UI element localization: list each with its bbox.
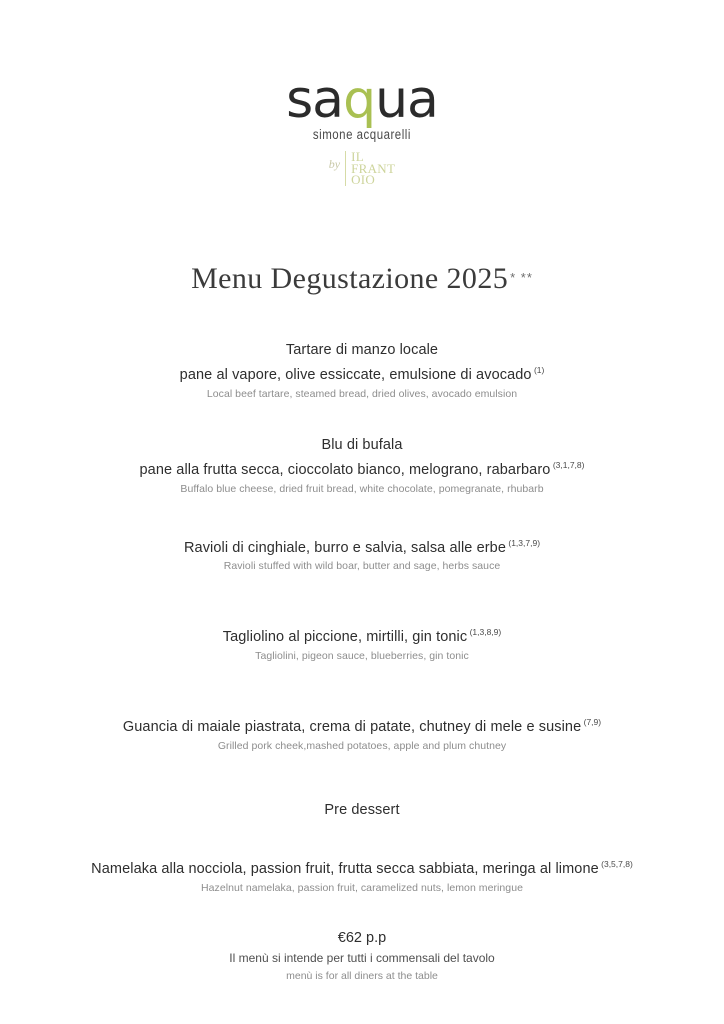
course-item (0, 712, 724, 754)
logo-wordmark (286, 70, 438, 142)
logo-subtitle: simone acquarelli (313, 127, 411, 142)
course-item (0, 435, 724, 497)
course-english-description: Hazelnut namelaka, passion fruit, caramelized nuts, lemon meringue (201, 881, 523, 894)
course-english-description: Ravioli stuffed with wild boar, butter and sage, herbs sauce (223, 560, 501, 573)
course-subtitle-text: Tagliolino al piccione, mirtilli, gin tonic (222, 629, 468, 646)
allergen-codes: (3,1,7,8) (550, 459, 585, 470)
course-subtitle-text: Namelaka alla nocciola, passion fruit, frutta secca sabbiata, meringa al limone (91, 860, 599, 877)
frantoio-line-2: FRANT (351, 160, 396, 176)
course-subtitle (0, 622, 724, 647)
frantoio-line-3: OIO (351, 172, 376, 187)
price-note-italian: Il menù si intende per tutti i commensali del tavolo (229, 951, 495, 965)
menu-title-stars: * ** (510, 269, 533, 285)
course-title: Tartare di manzo locale (285, 342, 439, 358)
course-english-description: Local beef tartare, steamed bread, dried olives, avocado emulsion (206, 387, 518, 400)
restaurant-logo (0, 70, 724, 187)
menu-footer (0, 928, 724, 985)
allergen-codes: (3,5,7,8) (598, 859, 633, 870)
logo-wordmark-post: ua (375, 70, 438, 130)
allergen-codes: (7,9) (581, 717, 602, 728)
course-item (0, 340, 724, 402)
course-item (0, 533, 724, 575)
frantoio-mark (345, 151, 395, 186)
course-subtitle (0, 800, 724, 820)
course-english-description: Grilled pork cheek,mashed potatoes, apple and plum chutney (217, 740, 507, 753)
course-item (0, 854, 724, 896)
course-subtitle (0, 854, 724, 879)
menu-title-text: Menu Degustazione 2025 (191, 262, 509, 295)
course-subtitle (0, 455, 724, 480)
logo-by-frantoio (0, 151, 724, 186)
allergen-codes: (1,3,8,9) (467, 627, 502, 638)
course-subtitle (0, 712, 724, 737)
course-item (0, 622, 724, 664)
frantoio-line-1: IL (351, 149, 364, 164)
logo-wordmark-q: q (343, 70, 376, 130)
course-list (0, 340, 724, 896)
course-subtitle (0, 360, 724, 385)
logo-by-label: by (328, 157, 341, 171)
course-subtitle-text: Guancia di maiale piastrata, crema di patate, chutney di mele e susine (122, 719, 582, 736)
course-subtitle-text: pane alla frutta secca, cioccolato bianco, melograno, rabarbaro (139, 461, 551, 478)
course-subtitle-text: pane al vapore, olive essiccate, emulsione di avocado (179, 366, 532, 383)
logo-wordmark-pre: sa (286, 70, 344, 130)
course-subtitle-text: Pre dessert (324, 802, 400, 819)
allergen-codes: (1) (531, 365, 545, 375)
price-note-english: menù is for all diners at the table (286, 970, 438, 982)
course-english-description: Buffalo blue cheese, dried fruit bread, white chocolate, pomegranate, rhubarb (180, 482, 544, 495)
course-item (0, 800, 724, 820)
course-title: Blu di bufala (321, 436, 403, 453)
menu-price: €62 p.p (337, 930, 387, 946)
course-subtitle (0, 533, 724, 558)
page-title (0, 262, 724, 296)
course-english-description: Tagliolini, pigeon sauce, blueberries, gin tonic (255, 650, 469, 663)
allergen-codes: (1,3,7,9) (506, 537, 541, 548)
course-subtitle-text: Ravioli di cinghiale, burro e salvia, salsa alle erbe (183, 539, 507, 556)
